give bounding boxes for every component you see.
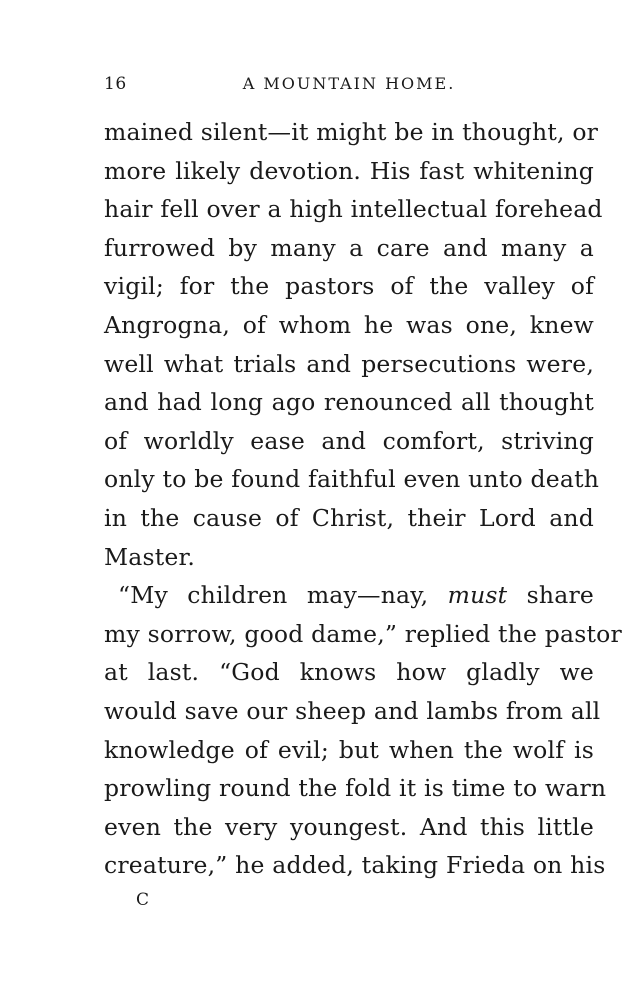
text-line: even the very youngest. And this little — [104, 812, 594, 841]
page-number: 16 — [104, 74, 127, 94]
text-line: in the cause of Christ, their Lord and — [104, 503, 594, 532]
text-line: and had long ago renounced all thought — [104, 388, 594, 417]
text-segment: share — [507, 581, 594, 610]
text-line: at last. “God knows how gladly we — [104, 658, 594, 687]
text-line: furrowed by many a care and many a — [104, 233, 594, 262]
text-line: Master. — [104, 542, 196, 571]
signature-mark: C — [136, 890, 151, 910]
text-line: my sorrow, good dame,” replied the pastor — [104, 619, 622, 648]
text-line: mained silent—it might be in thought, or — [104, 118, 599, 146]
text-line: would save our sheep and lambs from all — [104, 696, 601, 725]
text-line: Angrogna, of whom he was one, knew — [104, 310, 594, 339]
running-title: A MOUNTAIN HOME. — [242, 74, 456, 93]
text-line: hair fell over a high intellectual forehead — [104, 195, 603, 224]
page-header — [104, 74, 594, 98]
text-line: creature,” he added, taking Frieda on his — [104, 851, 606, 880]
text-line: of worldly ease and comfort, striving — [104, 426, 594, 455]
text-line-paragraph-start — [104, 576, 594, 615]
body-text — [104, 113, 622, 885]
text-line: vigil; for the pastors of the valley of — [104, 272, 594, 301]
text-line: more likely devotion. His fast whitening — [104, 156, 594, 185]
text-line: well what trials and persecutions were, — [104, 349, 594, 378]
text-line: prowling round the fold it is time to warn — [104, 774, 607, 803]
text-segment: “My children may—nay, — [118, 581, 448, 610]
text-line: only to be found faithful even unto death — [104, 465, 600, 494]
italic-emphasis: must — [447, 581, 508, 610]
text-line: knowledge of evil; but when the wolf is — [104, 735, 594, 764]
